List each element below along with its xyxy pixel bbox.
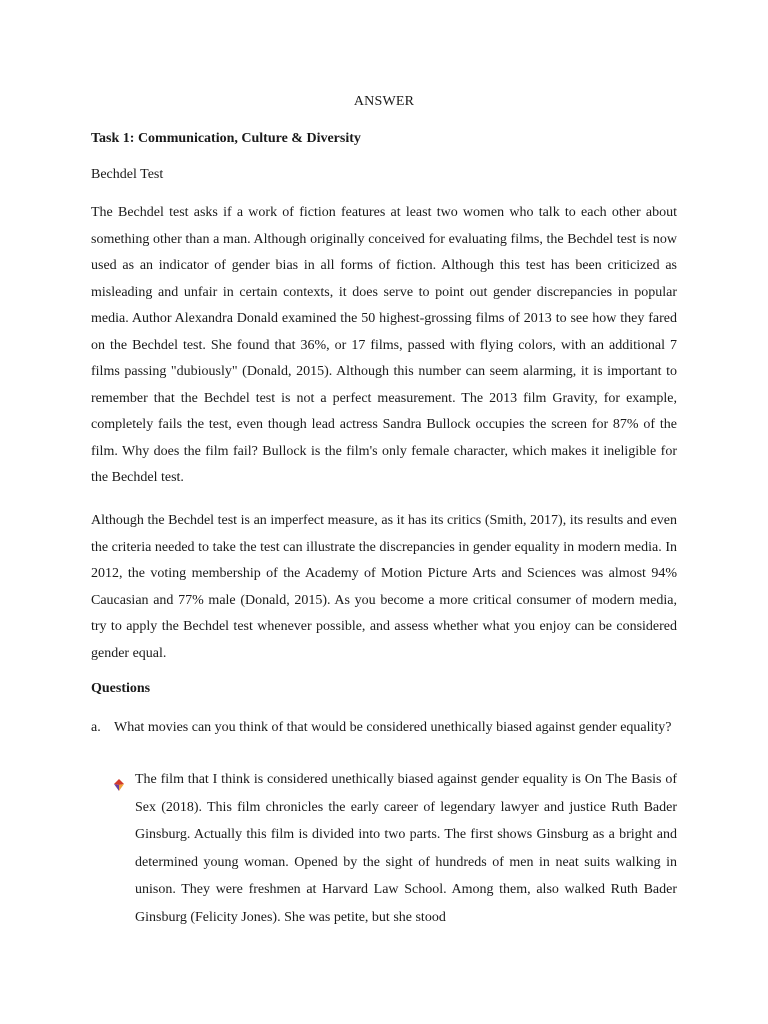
body-paragraph-1: The Bechdel test asks if a work of fiction features at least two women who talk to each other about something other than a man. Although originally conceived for evaluating films, the Bechdel test is now used as an indicator of gender bias in all forms of fiction. Although this test has been criticized as misleading and unfair in certain contexts, it does serve to point out gender discrepancies in popular media. Author Alexandra Donald examined the 50 highest-grossing films of 2013 to see how they fared on the Bechdel test. She found that 36%, or 17 films, passed with flying colors, with an additional 7 films passing "dubiously" (Donald, 2015). Although this number can seem alarming, it is important to remember that the Bechdel test is not a perfect measurement. The 2013 film Gravity, for example, completely fails the test, even though lead actress Sandra Bullock occupies the screen for 87% of the film. Why does the film fail? Bullock is the film's only female character, which makes it ineligible for the Bechdel test.	[91, 205, 677, 485]
question-marker: a.	[91, 720, 101, 735]
document-title: ANSWER	[353, 94, 415, 109]
section-subheading: Bechdel Test	[91, 167, 164, 182]
answer-text: The film that I think is considered unethically biased against gender equality is On The Basis of Sex (2018). This film chronicles the early career of legendary lawyer and justice Ruth Bader Ginsburg. Actually this film is divided into two parts. The first shows Ginsburg as a bright and determined young woman. Opened by the sight of hundreds of men in neat suits walking in unison. They were freshmen at Harvard Law School. Among them, also walked Ruth Bader Ginsburg (Felicity Jones). She was petite, but she stood	[135, 772, 677, 925]
task-heading: Task 1: Communication, Culture & Diversity	[91, 131, 361, 146]
body-paragraph-2: Although the Bechdel test is an imperfect measure, as it has its critics (Smith, 2017), its results and even the criteria needed to take the test can illustrate the discrepancies in gender equality in modern media. In 2012, the voting membership of the Academy of Motion Picture Arts and Sciences was almost 94% Caucasian and 77% male (Donald, 2015). As you become a more critical consumer of modern media, try to apply the Bechdel test whenever possible, and assess whether what you enjoy can be considered gender equal.	[91, 513, 677, 661]
question-a	[91, 715, 677, 741]
diamond-bullet-icon	[114, 774, 124, 786]
questions-heading: Questions	[91, 681, 151, 696]
question-text: What movies can you think of that would be considered unethically biased against gender equality?	[114, 720, 672, 735]
answer-list-item	[114, 766, 677, 931]
